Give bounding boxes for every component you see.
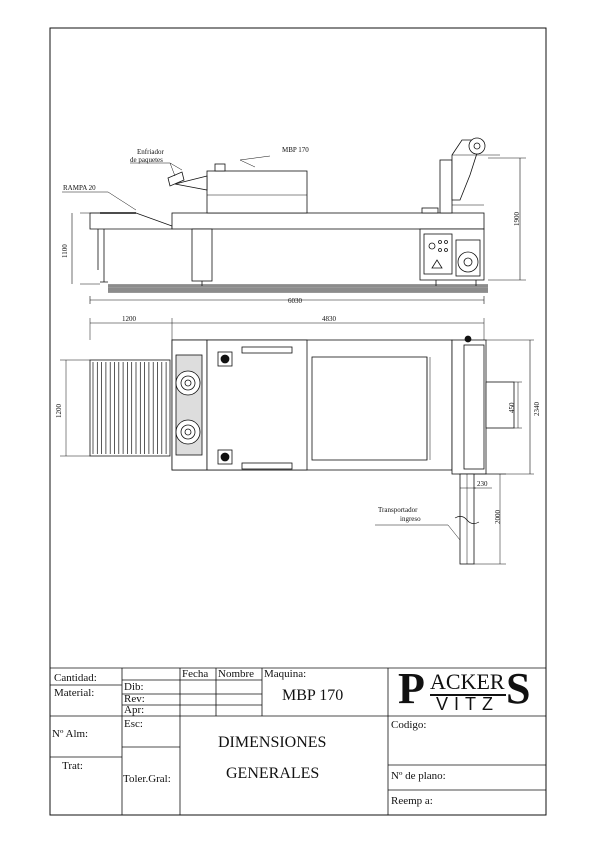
floor-hatch [108, 284, 488, 293]
tb-fecha: Fecha [182, 668, 209, 680]
tb-reemp: Reemp a: [391, 795, 433, 807]
ramp-side [90, 213, 172, 229]
logo-letter-p: P [398, 664, 425, 713]
label-model-drawing: MBP 170 [282, 146, 309, 154]
tb-codigo: Codigo: [391, 719, 427, 731]
tb-title-line2: GENERALES [226, 765, 320, 782]
dim-width-ramp: 1200 [55, 404, 63, 418]
dim-450: 450 [508, 402, 516, 413]
table-leg-left [192, 229, 212, 281]
tb-maquina-value: MBP 170 [282, 687, 344, 704]
label-cooler-line1: Enfriador [137, 148, 164, 156]
sealer-column [440, 160, 452, 213]
tb-cantidad: Cantidad: [54, 672, 97, 684]
logo-text-top: ACKER [430, 669, 505, 694]
label-conveyor-line1: Transportador [378, 506, 418, 514]
tb-esc: Esc: [124, 718, 143, 730]
label-cooler-line2: de paquetes [130, 156, 163, 164]
tb-rev: Rev: [124, 693, 145, 705]
dim-machine-length: 4830 [322, 315, 336, 323]
tb-dib: Dib: [124, 681, 144, 693]
tb-n-plano: Nº de plano: [391, 770, 446, 782]
dim-width-total: 2340 [533, 402, 541, 416]
logo-text-bottom: VITZ [436, 694, 499, 714]
roller-ramp [90, 360, 170, 456]
logo-letter-s: S [506, 664, 531, 713]
dim-ramp-length: 1200 [122, 315, 136, 323]
dim-height-table: 1100 [61, 244, 69, 258]
dim-length-total: 6030 [288, 297, 302, 305]
packer-vitz-logo [392, 664, 545, 715]
tb-maquina-label: Maquina: [264, 668, 307, 680]
tb-toler: Toler.Gral: [123, 773, 171, 785]
tunnel-body [207, 171, 307, 213]
tb-trat: Trat: [62, 760, 83, 772]
conveyor-belt-plan [312, 357, 427, 460]
ramp-legs [98, 229, 108, 282]
tb-material: Material: [54, 687, 95, 699]
tb-title-line1: DIMENSIONES [218, 734, 327, 751]
dim-230: 230 [477, 480, 488, 488]
tb-n-alm: Nº Alm: [52, 728, 89, 740]
label-ramp: RAMPA 20 [63, 184, 96, 192]
film-roll-top [469, 138, 485, 154]
top-plan-view [60, 315, 534, 564]
tb-nombre: Nombre [218, 668, 255, 680]
dim-height-total: 1900 [513, 212, 521, 226]
main-table [172, 213, 484, 229]
label-conveyor-line2: ingreso [400, 515, 421, 523]
film-roll-bottom [458, 252, 478, 272]
dim-conveyor-length: 2000 [494, 510, 502, 524]
tb-apr: Apr: [124, 704, 145, 716]
